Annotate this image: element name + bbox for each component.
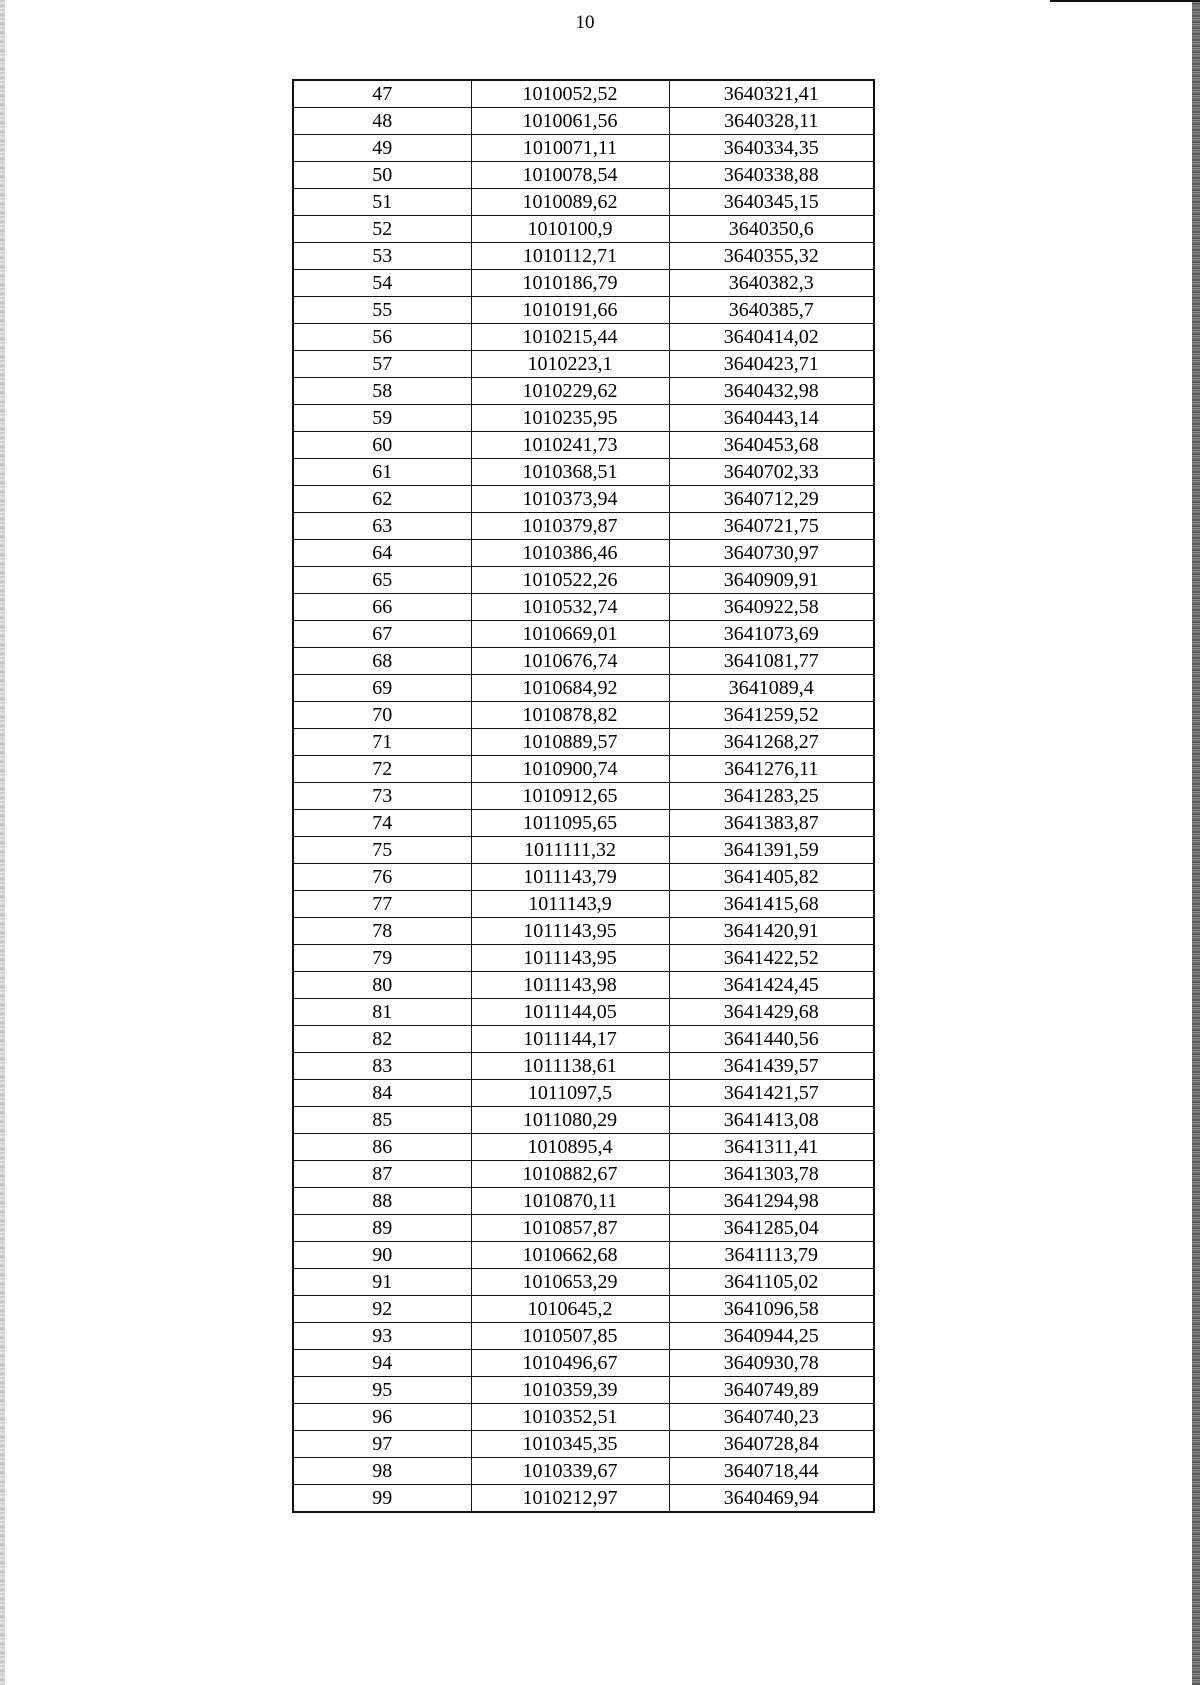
x-coordinate-cell: 1010359,39: [471, 1377, 669, 1404]
x-coordinate-cell: 1010229,62: [471, 378, 669, 405]
y-coordinate-cell: 3640355,32: [669, 243, 874, 270]
table-row: [293, 108, 874, 135]
x-coordinate-cell: 1010373,94: [471, 486, 669, 513]
y-coordinate-cell: 3641276,11: [669, 756, 874, 783]
y-coordinate-cell: 3640328,11: [669, 108, 874, 135]
point-number-cell: 75: [293, 837, 471, 864]
y-coordinate-cell: 3641429,68: [669, 999, 874, 1026]
table-row: [293, 459, 874, 486]
table-row: [293, 702, 874, 729]
table-row: [293, 783, 874, 810]
y-coordinate-cell: 3640909,91: [669, 567, 874, 594]
table-row: [293, 405, 874, 432]
y-coordinate-cell: 3641073,69: [669, 621, 874, 648]
x-coordinate-cell: 1011143,95: [471, 918, 669, 945]
table-row: [293, 594, 874, 621]
y-coordinate-cell: 3641415,68: [669, 891, 874, 918]
y-coordinate-cell: 3641413,08: [669, 1107, 874, 1134]
y-coordinate-cell: 3640338,88: [669, 162, 874, 189]
point-number-cell: 78: [293, 918, 471, 945]
table-row: [293, 945, 874, 972]
y-coordinate-cell: 3641439,57: [669, 1053, 874, 1080]
x-coordinate-cell: 1010241,73: [471, 432, 669, 459]
point-number-cell: 93: [293, 1323, 471, 1350]
x-coordinate-cell: 1010100,9: [471, 216, 669, 243]
y-coordinate-cell: 3641113,79: [669, 1242, 874, 1269]
point-number-cell: 88: [293, 1188, 471, 1215]
y-coordinate-cell: 3641421,57: [669, 1080, 874, 1107]
table-row: [293, 756, 874, 783]
x-coordinate-cell: 1010645,2: [471, 1296, 669, 1323]
x-coordinate-cell: 1010496,67: [471, 1350, 669, 1377]
x-coordinate-cell: 1011097,5: [471, 1080, 669, 1107]
point-number-cell: 79: [293, 945, 471, 972]
table-row: [293, 1377, 874, 1404]
x-coordinate-cell: 1010532,74: [471, 594, 669, 621]
x-coordinate-cell: 1010878,82: [471, 702, 669, 729]
y-coordinate-cell: 3641268,27: [669, 729, 874, 756]
table-row: [293, 918, 874, 945]
y-coordinate-cell: 3640712,29: [669, 486, 874, 513]
y-coordinate-cell: 3640432,98: [669, 378, 874, 405]
table-row: [293, 1296, 874, 1323]
point-number-cell: 70: [293, 702, 471, 729]
table-row: [293, 297, 874, 324]
x-coordinate-cell: 1010191,66: [471, 297, 669, 324]
point-number-cell: 53: [293, 243, 471, 270]
y-coordinate-cell: 3641422,52: [669, 945, 874, 972]
x-coordinate-cell: 1010235,95: [471, 405, 669, 432]
point-number-cell: 96: [293, 1404, 471, 1431]
point-number-cell: 89: [293, 1215, 471, 1242]
y-coordinate-cell: 3640334,35: [669, 135, 874, 162]
point-number-cell: 48: [293, 108, 471, 135]
y-coordinate-cell: 3641283,25: [669, 783, 874, 810]
point-number-cell: 86: [293, 1134, 471, 1161]
x-coordinate-cell: 1010212,97: [471, 1485, 669, 1513]
y-coordinate-cell: 3640740,23: [669, 1404, 874, 1431]
y-coordinate-cell: 3640721,75: [669, 513, 874, 540]
point-number-cell: 56: [293, 324, 471, 351]
x-coordinate-cell: 1010912,65: [471, 783, 669, 810]
point-number-cell: 76: [293, 864, 471, 891]
x-coordinate-cell: 1011143,98: [471, 972, 669, 999]
point-number-cell: 66: [293, 594, 471, 621]
table-row: [293, 1485, 874, 1513]
table-row: [293, 162, 874, 189]
point-number-cell: 84: [293, 1080, 471, 1107]
table-row: [293, 1269, 874, 1296]
y-coordinate-cell: 3640423,71: [669, 351, 874, 378]
x-coordinate-cell: 1010379,87: [471, 513, 669, 540]
y-coordinate-cell: 3640702,33: [669, 459, 874, 486]
table-row: [293, 1431, 874, 1458]
point-number-cell: 87: [293, 1161, 471, 1188]
table-row: [293, 1107, 874, 1134]
y-coordinate-cell: 3640443,14: [669, 405, 874, 432]
y-coordinate-cell: 3641096,58: [669, 1296, 874, 1323]
x-coordinate-cell: 1011143,95: [471, 945, 669, 972]
point-number-cell: 65: [293, 567, 471, 594]
y-coordinate-cell: 3640718,44: [669, 1458, 874, 1485]
table-row: [293, 864, 874, 891]
x-coordinate-cell: 1011138,61: [471, 1053, 669, 1080]
y-coordinate-cell: 3640922,58: [669, 594, 874, 621]
y-coordinate-cell: 3640453,68: [669, 432, 874, 459]
table-row: [293, 216, 874, 243]
y-coordinate-cell: 3641081,77: [669, 648, 874, 675]
table-row: [293, 1161, 874, 1188]
table-row: [293, 1080, 874, 1107]
x-coordinate-cell: 1010870,11: [471, 1188, 669, 1215]
table-row: [293, 1404, 874, 1431]
x-coordinate-cell: 1010368,51: [471, 459, 669, 486]
x-coordinate-cell: 1010662,68: [471, 1242, 669, 1269]
point-number-cell: 92: [293, 1296, 471, 1323]
x-coordinate-cell: 1010215,44: [471, 324, 669, 351]
table-row: [293, 621, 874, 648]
point-number-cell: 61: [293, 459, 471, 486]
x-coordinate-cell: 1010900,74: [471, 756, 669, 783]
point-number-cell: 83: [293, 1053, 471, 1080]
point-number-cell: 69: [293, 675, 471, 702]
table-row: [293, 324, 874, 351]
x-coordinate-cell: 1010507,85: [471, 1323, 669, 1350]
x-coordinate-cell: 1010052,52: [471, 80, 669, 108]
table-row: [293, 486, 874, 513]
table-row: [293, 540, 874, 567]
x-coordinate-cell: 1011144,17: [471, 1026, 669, 1053]
y-coordinate-cell: 3641303,78: [669, 1161, 874, 1188]
table-row: [293, 1458, 874, 1485]
y-coordinate-cell: 3641420,91: [669, 918, 874, 945]
x-coordinate-cell: 1010061,56: [471, 108, 669, 135]
y-coordinate-cell: 3640321,41: [669, 80, 874, 108]
x-coordinate-cell: 1010669,01: [471, 621, 669, 648]
table-row: [293, 189, 874, 216]
x-coordinate-cell: 1010386,46: [471, 540, 669, 567]
table-row: [293, 135, 874, 162]
table-row: [293, 1242, 874, 1269]
y-coordinate-cell: 3640414,02: [669, 324, 874, 351]
point-number-cell: 59: [293, 405, 471, 432]
point-number-cell: 63: [293, 513, 471, 540]
point-number-cell: 94: [293, 1350, 471, 1377]
x-coordinate-cell: 1010223,1: [471, 351, 669, 378]
coordinates-table: [292, 79, 875, 1513]
x-coordinate-cell: 1010684,92: [471, 675, 669, 702]
y-coordinate-cell: 3641285,04: [669, 1215, 874, 1242]
point-number-cell: 73: [293, 783, 471, 810]
point-number-cell: 85: [293, 1107, 471, 1134]
y-coordinate-cell: 3641089,4: [669, 675, 874, 702]
point-number-cell: 82: [293, 1026, 471, 1053]
y-coordinate-cell: 3640382,3: [669, 270, 874, 297]
x-coordinate-cell: 1010895,4: [471, 1134, 669, 1161]
table-row: [293, 80, 874, 108]
point-number-cell: 99: [293, 1485, 471, 1513]
point-number-cell: 52: [293, 216, 471, 243]
y-coordinate-cell: 3640730,97: [669, 540, 874, 567]
table-row: [293, 648, 874, 675]
table-row: [293, 999, 874, 1026]
table-row: [293, 378, 874, 405]
x-coordinate-cell: 1010889,57: [471, 729, 669, 756]
table-row: [293, 1350, 874, 1377]
point-number-cell: 51: [293, 189, 471, 216]
point-number-cell: 57: [293, 351, 471, 378]
point-number-cell: 50: [293, 162, 471, 189]
x-coordinate-cell: 1010339,67: [471, 1458, 669, 1485]
table-row: [293, 1323, 874, 1350]
table-row: [293, 567, 874, 594]
table-row: [293, 1026, 874, 1053]
point-number-cell: 58: [293, 378, 471, 405]
y-coordinate-cell: 3640930,78: [669, 1350, 874, 1377]
table-row: [293, 351, 874, 378]
x-coordinate-cell: 1010882,67: [471, 1161, 669, 1188]
y-coordinate-cell: 3641424,45: [669, 972, 874, 999]
y-coordinate-cell: 3640749,89: [669, 1377, 874, 1404]
point-number-cell: 72: [293, 756, 471, 783]
y-coordinate-cell: 3641105,02: [669, 1269, 874, 1296]
point-number-cell: 77: [293, 891, 471, 918]
y-coordinate-cell: 3641440,56: [669, 1026, 874, 1053]
x-coordinate-cell: 1010186,79: [471, 270, 669, 297]
x-coordinate-cell: 1010676,74: [471, 648, 669, 675]
y-coordinate-cell: 3640944,25: [669, 1323, 874, 1350]
y-coordinate-cell: 3640385,7: [669, 297, 874, 324]
x-coordinate-cell: 1011111,32: [471, 837, 669, 864]
table-row: [293, 432, 874, 459]
point-number-cell: 68: [293, 648, 471, 675]
x-coordinate-cell: 1010112,71: [471, 243, 669, 270]
point-number-cell: 98: [293, 1458, 471, 1485]
table-row: [293, 675, 874, 702]
y-coordinate-cell: 3641259,52: [669, 702, 874, 729]
point-number-cell: 95: [293, 1377, 471, 1404]
x-coordinate-cell: 1010352,51: [471, 1404, 669, 1431]
x-coordinate-cell: 1010857,87: [471, 1215, 669, 1242]
x-coordinate-cell: 1011143,79: [471, 864, 669, 891]
page-number: 10: [575, 12, 595, 33]
point-number-cell: 55: [293, 297, 471, 324]
table-row: [293, 1134, 874, 1161]
point-number-cell: 54: [293, 270, 471, 297]
y-coordinate-cell: 3641391,59: [669, 837, 874, 864]
point-number-cell: 49: [293, 135, 471, 162]
point-number-cell: 90: [293, 1242, 471, 1269]
scan-edge-left: [0, 0, 5, 1685]
point-number-cell: 81: [293, 999, 471, 1026]
point-number-cell: 62: [293, 486, 471, 513]
y-coordinate-cell: 3640345,15: [669, 189, 874, 216]
table-row: [293, 891, 874, 918]
x-coordinate-cell: 1011144,05: [471, 999, 669, 1026]
x-coordinate-cell: 1010522,26: [471, 567, 669, 594]
table-row: [293, 729, 874, 756]
scan-edge-top: [1050, 0, 1200, 2]
table-row: [293, 1188, 874, 1215]
y-coordinate-cell: 3641383,87: [669, 810, 874, 837]
point-number-cell: 64: [293, 540, 471, 567]
point-number-cell: 91: [293, 1269, 471, 1296]
table-row: [293, 1215, 874, 1242]
point-number-cell: 74: [293, 810, 471, 837]
x-coordinate-cell: 1011080,29: [471, 1107, 669, 1134]
table-row: [293, 270, 874, 297]
x-coordinate-cell: 1011143,9: [471, 891, 669, 918]
x-coordinate-cell: 1011095,65: [471, 810, 669, 837]
x-coordinate-cell: 1010071,11: [471, 135, 669, 162]
point-number-cell: 97: [293, 1431, 471, 1458]
table-row: [293, 837, 874, 864]
y-coordinate-cell: 3640728,84: [669, 1431, 874, 1458]
y-coordinate-cell: 3640469,94: [669, 1485, 874, 1513]
y-coordinate-cell: 3640350,6: [669, 216, 874, 243]
x-coordinate-cell: 1010653,29: [471, 1269, 669, 1296]
point-number-cell: 47: [293, 80, 471, 108]
point-number-cell: 80: [293, 972, 471, 999]
point-number-cell: 60: [293, 432, 471, 459]
scan-edge-right: [1192, 0, 1200, 1685]
point-number-cell: 67: [293, 621, 471, 648]
y-coordinate-cell: 3641311,41: [669, 1134, 874, 1161]
table-row: [293, 810, 874, 837]
coordinates-table-body: [293, 80, 874, 1512]
x-coordinate-cell: 1010345,35: [471, 1431, 669, 1458]
table-row: [293, 1053, 874, 1080]
table-row: [293, 513, 874, 540]
y-coordinate-cell: 3641294,98: [669, 1188, 874, 1215]
table-row: [293, 243, 874, 270]
y-coordinate-cell: 3641405,82: [669, 864, 874, 891]
x-coordinate-cell: 1010089,62: [471, 189, 669, 216]
x-coordinate-cell: 1010078,54: [471, 162, 669, 189]
point-number-cell: 71: [293, 729, 471, 756]
table-row: [293, 972, 874, 999]
